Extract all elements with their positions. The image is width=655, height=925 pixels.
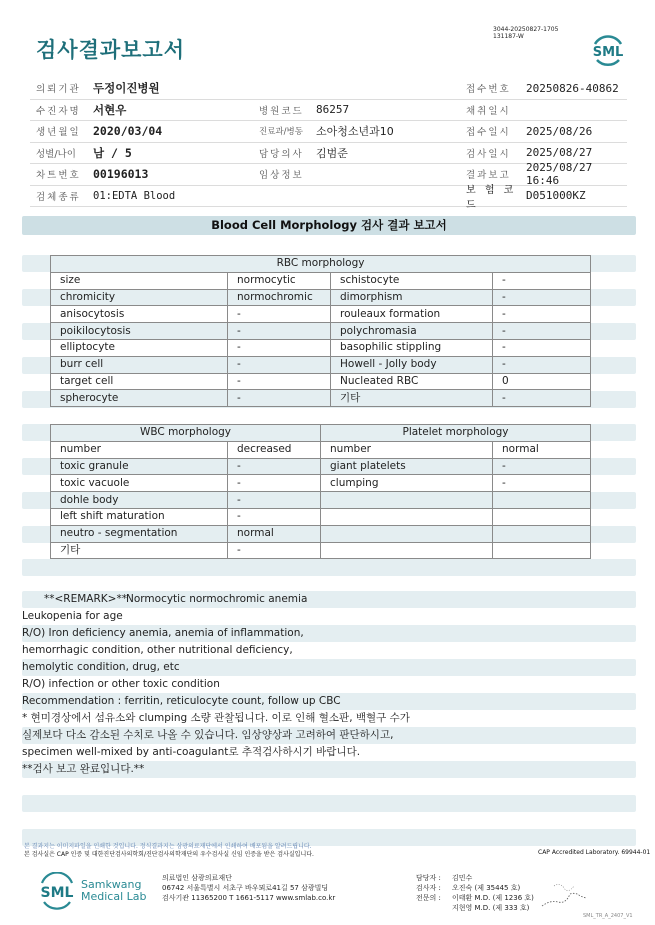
rbc-morphology-table xyxy=(50,255,591,407)
remark-line: Recommendation : ferritin, reticulocyte count, follow up CBC xyxy=(22,693,636,710)
cap-accreditation: CAP Accredited Laboratory. 69944-01 xyxy=(538,849,651,856)
table-row: number decreased number normal xyxy=(51,441,591,458)
remark-line: hemolytic condition, drug, etc xyxy=(22,659,636,676)
sml-logo-icon xyxy=(588,30,628,70)
info-row xyxy=(30,161,627,188)
info-row xyxy=(30,121,627,143)
value-test-date: 2025/08/27 xyxy=(526,146,593,160)
value-sex-age: 남 / 5 xyxy=(93,145,132,160)
table-row: target cell - Nucleated RBC 0 xyxy=(51,373,591,390)
page-title: 검사결과보고서 xyxy=(36,38,186,62)
table-row: chromicity normochromic dimorphism - xyxy=(51,289,591,306)
address: 06742 서울특별시 서초구 바우뫼로41길 57 삼광빌딩 xyxy=(162,884,329,892)
remark-line-empty xyxy=(22,812,636,829)
table-row: toxic vacuole - clumping - xyxy=(51,475,591,492)
rbc-table-title: RBC morphology xyxy=(51,256,591,273)
patient-info xyxy=(30,78,627,211)
label-requesting-org: 의뢰기관 xyxy=(36,84,81,96)
table-row: neutro - segmentation normal xyxy=(51,525,591,542)
table-row: elliptocyte - basophilic stippling - xyxy=(51,339,591,356)
brand-line2: Medical Lab xyxy=(81,890,147,903)
org-name: 의료법인 삼광의료재단 xyxy=(162,874,232,882)
label-insurance-code: 보 험 코 드 xyxy=(466,184,517,211)
form-version: SML_TR_A_2407_V1 xyxy=(583,913,633,919)
value-receipt-date: 2025/08/26 xyxy=(526,124,593,138)
table-row: 기타 - xyxy=(51,542,591,559)
label-test-date: 검사일시 xyxy=(466,148,511,160)
label-specimen-type: 검체종류 xyxy=(36,191,81,203)
staff-in-charge: 김민수 xyxy=(452,874,473,882)
info-row xyxy=(30,100,627,122)
label-department: 진료과/병동 xyxy=(259,127,303,138)
brand-line1: Samkwang xyxy=(81,878,142,891)
document-id-line1: 3044-20250827-1705 xyxy=(493,26,559,33)
svg-text:SML: SML xyxy=(40,885,74,901)
value-physician: 김범준 xyxy=(316,146,348,160)
remark-line: hemorrhagic condition, other nutritional deficiency, xyxy=(22,644,293,656)
specialist-2: 지현영 M.D. (제 333 호) xyxy=(452,904,530,912)
table-row: burr cell - Howell - Jolly body - xyxy=(51,356,591,373)
lab-address xyxy=(162,873,335,903)
remark-line: **검사 보고 완료입니다.** xyxy=(22,761,636,778)
wbc-table-title: WBC morphology xyxy=(51,425,321,442)
remark-line: * 현미경상에서 섬유소와 clumping 소량 관찰됩니다. 이로 인해 혈소판, 백혈구 수가 xyxy=(22,712,410,724)
value-insurance-code: D051000KZ xyxy=(526,189,586,203)
value-report-date: 2025/08/27 16:46 xyxy=(526,161,593,188)
specialist-1: 이태환 M.D. (제 1236 호) xyxy=(452,894,534,902)
section-title: Blood Cell Morphology 검사 결과 보고서 xyxy=(22,216,636,235)
samkwang-logo xyxy=(36,872,147,910)
document-id xyxy=(493,26,558,40)
label-sex-age: 성별/나이 xyxy=(36,148,76,160)
value-specimen-type: 01:EDTA Blood xyxy=(93,189,176,202)
table-row: dohle body - xyxy=(51,492,591,509)
table-row: anisocytosis - rouleaux formation - xyxy=(51,306,591,323)
remark-line: R/O) Iron deficiency anemia, anemia of inflammation, xyxy=(22,625,636,642)
platelet-table-title: Platelet morphology xyxy=(321,425,591,442)
value-hospital-code: 86257 xyxy=(316,103,350,117)
signature-scribble-icon xyxy=(540,880,590,910)
label-receipt-date: 접수일시 xyxy=(466,127,511,139)
table-row: toxic granule - giant platelets - xyxy=(51,458,591,475)
remark-line: R/O) infection or other toxic condition xyxy=(22,678,220,690)
label-birthdate: 생년월일 xyxy=(36,127,81,139)
contact: 검사기관 11365200 T 1661-5117 www.smlab.co.kr xyxy=(162,894,336,902)
signatures: 담당자 : 김민수 검사자 : 오진숙 (제 35445 호) 전문의 : 이태환 M.D. (제 1236 호) 지현영 M.D. (제 333 호) xyxy=(416,874,534,912)
info-row xyxy=(30,184,627,211)
value-department: 소아청소년과10 xyxy=(316,125,394,139)
table-row: poikilocytosis - polychromasia - xyxy=(51,323,591,340)
info-row xyxy=(30,78,627,100)
tester: 오진숙 (제 35445 호) xyxy=(452,884,521,892)
accreditation-notice: 본 검사실은 CAP 인증 및 대한진단검사의학회/진단검사의학재단의 우수검사실 신임 인증을 받은 검사실입니다. xyxy=(24,851,314,858)
image-print-notice: 본 결과지는 이미지파일을 인쇄한 것입니다. 정식결과지는 삼광의료재단에서 인쇄하여 배포됨을 알려드립니다. xyxy=(24,843,312,850)
remark-line-empty xyxy=(22,778,636,795)
document-id-line2: 131187-W xyxy=(493,33,524,40)
table-row: size normocytic schistocyte - xyxy=(51,272,591,289)
label-physician: 담당의사 xyxy=(259,148,304,160)
value-chart-no: 00196013 xyxy=(93,167,149,182)
remark-line-empty xyxy=(22,795,636,812)
value-receipt-no: 20250826-40862 xyxy=(526,81,619,95)
remark-line: 실제보다 다소 감소된 수치로 나올 수 있습니다. 임상양상과 고려하여 판단하시고, xyxy=(22,727,636,744)
wbc-platelet-morphology-table xyxy=(50,424,591,559)
remark-line: Leukopenia for age xyxy=(22,610,123,622)
label-hospital-code: 병원코드 xyxy=(259,105,304,117)
table-row: left shift maturation - xyxy=(51,508,591,525)
table-row: spherocyte - 기타 - xyxy=(51,390,591,407)
remarks-section xyxy=(22,591,636,846)
value-patient-name: 서현우 xyxy=(93,102,127,117)
label-clinical-info: 임상정보 xyxy=(259,170,304,182)
sml-logo-icon xyxy=(36,872,78,910)
label-patient-name: 수진자명 xyxy=(36,105,81,117)
label-chart-no: 차트번호 xyxy=(36,170,81,182)
svg-text:SML: SML xyxy=(592,45,624,60)
label-report-date: 결과보고 xyxy=(466,170,511,182)
value-requesting-org: 두정이진병원 xyxy=(93,81,160,96)
label-collection-date: 채취일시 xyxy=(466,105,511,117)
remark-line: **<REMARK>**Normocytic normochromic anemia xyxy=(22,591,636,608)
value-birthdate: 2020/03/04 xyxy=(93,124,163,139)
label-receipt-no: 접수번호 xyxy=(466,84,511,96)
remark-line: specimen well-mixed by anti-coagulant로 추적검사하시기 바랍니다. xyxy=(22,746,361,758)
remark-tag: **<REMARK>** xyxy=(44,593,127,605)
